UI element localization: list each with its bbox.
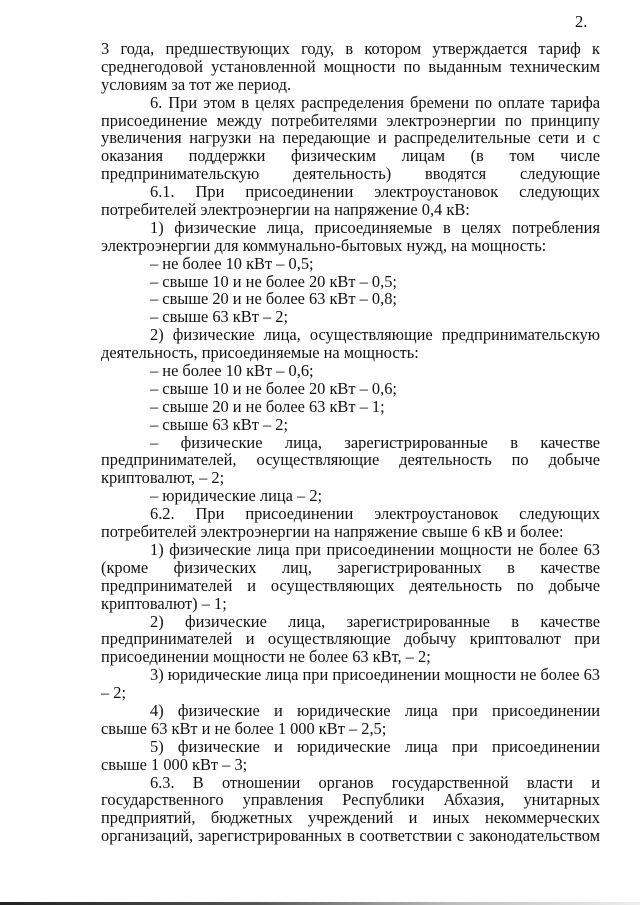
text-line: государственного управления Республики Абхазия, унитарных <box>101 791 600 810</box>
text-line: свыше 1 000 кВт – 3; <box>101 754 248 774</box>
text-line: оказания поддержки физическим лицам (в том числе <box>101 147 600 166</box>
text-line: – не более 10 кВт – 0,6; <box>150 361 314 381</box>
text-line: 6.2. При присоединении электроустановок следующих <box>150 505 600 524</box>
text-line: 2) физические лица, зарегистрированные в качестве <box>150 612 600 631</box>
text-line: 2) физические лица, осуществляющие предпринимательскую <box>150 326 600 345</box>
text-line: – не более 10 кВт – 0,5; <box>150 253 314 273</box>
text-line: – свыше 63 кВт – 2; <box>150 307 288 327</box>
text-line: криптовалют) – 1; <box>101 593 227 613</box>
text-line: присоединение между потребителями электроэнергии по принципу <box>101 111 600 130</box>
text-line: предпринимателей и осуществляющих деятельность по добыче <box>101 576 600 595</box>
text-line: организаций, зарегистрированных в соответствии с законодательством <box>101 827 600 846</box>
text-line: потребителей электроэнергии на напряжение свыше 6 кВ и более: <box>101 522 564 542</box>
text-line: потребителей электроэнергии на напряжение 0,4 кВ: <box>101 200 470 220</box>
text-line: 4) физические и юридические лица при присоединении <box>150 701 600 720</box>
text-line: увеличения нагрузки на передающие и распределительные сети и с <box>101 129 600 148</box>
text-line: среднегодовой установленной мощности по выданным техническим <box>101 57 600 76</box>
text-line: – физические лица, зарегистрированные в качестве <box>150 433 600 452</box>
text-line: – юридические лица – 2; <box>150 486 323 506</box>
text-line: 5) физические и юридические лица при присоединении <box>150 737 600 756</box>
text-line: 3 года, предшествующих году, в котором утверждается тариф к <box>101 40 600 58</box>
text-line: электроэнергии для коммунально-бытовых нужд, на мощность: <box>101 235 547 255</box>
text-line: предприятий, бюджетных учреждений и иных некоммерческих <box>101 809 600 828</box>
text-line: 1) физические лица, присоединяемые в целях потребления <box>150 218 600 237</box>
text-line: – свыше 63 кВт – 2; <box>150 414 288 434</box>
text-line: присоединении мощности не более 63 кВт, – 2; <box>101 647 431 667</box>
text-line: (кроме физических лиц, зарегистрированных в качестве <box>101 558 600 577</box>
text-line: – свыше 10 и не более 20 кВт – 0,5; <box>150 271 397 291</box>
text-line: 6.3. В отношении органов государственной власти и <box>150 773 600 792</box>
text-line: – 2; <box>101 683 127 703</box>
text-line: – свыше 20 и не более 63 кВт – 1; <box>150 396 385 416</box>
text-line: предпринимательскую деятельность) вводятся следующие <box>101 165 600 184</box>
text-line: свыше 63 кВт и не более 1 000 кВт – 2,5; <box>101 718 387 738</box>
text-line: 1) физические лица при присоединении мощности не более 63 <box>150 540 600 559</box>
document-body <box>101 40 600 845</box>
text-line: условиям за тот же период. <box>101 74 292 94</box>
text-line: деятельность, присоединяемые на мощность: <box>101 343 419 363</box>
text-line: предпринимателей, осуществляющие деятельность по добыче <box>101 451 600 470</box>
text-line: 3) юридические лица при присоединении мощности не более 63 <box>150 666 600 685</box>
text-line: криптовалют, – 2; <box>101 468 225 488</box>
text-line: 6. При этом в целях распределения бремени по оплате тарифа <box>150 93 600 112</box>
text-line: предпринимателей и осуществляющие добычу криптовалют при <box>101 630 600 649</box>
text-line: – свыше 10 и не более 20 кВт – 0,6; <box>150 378 397 398</box>
text-line: 6.1. При присоединении электроустановок следующих <box>150 183 600 202</box>
text-line: – свыше 20 и не более 63 кВт – 0,8; <box>150 289 397 309</box>
page-number: 2. <box>575 12 588 31</box>
